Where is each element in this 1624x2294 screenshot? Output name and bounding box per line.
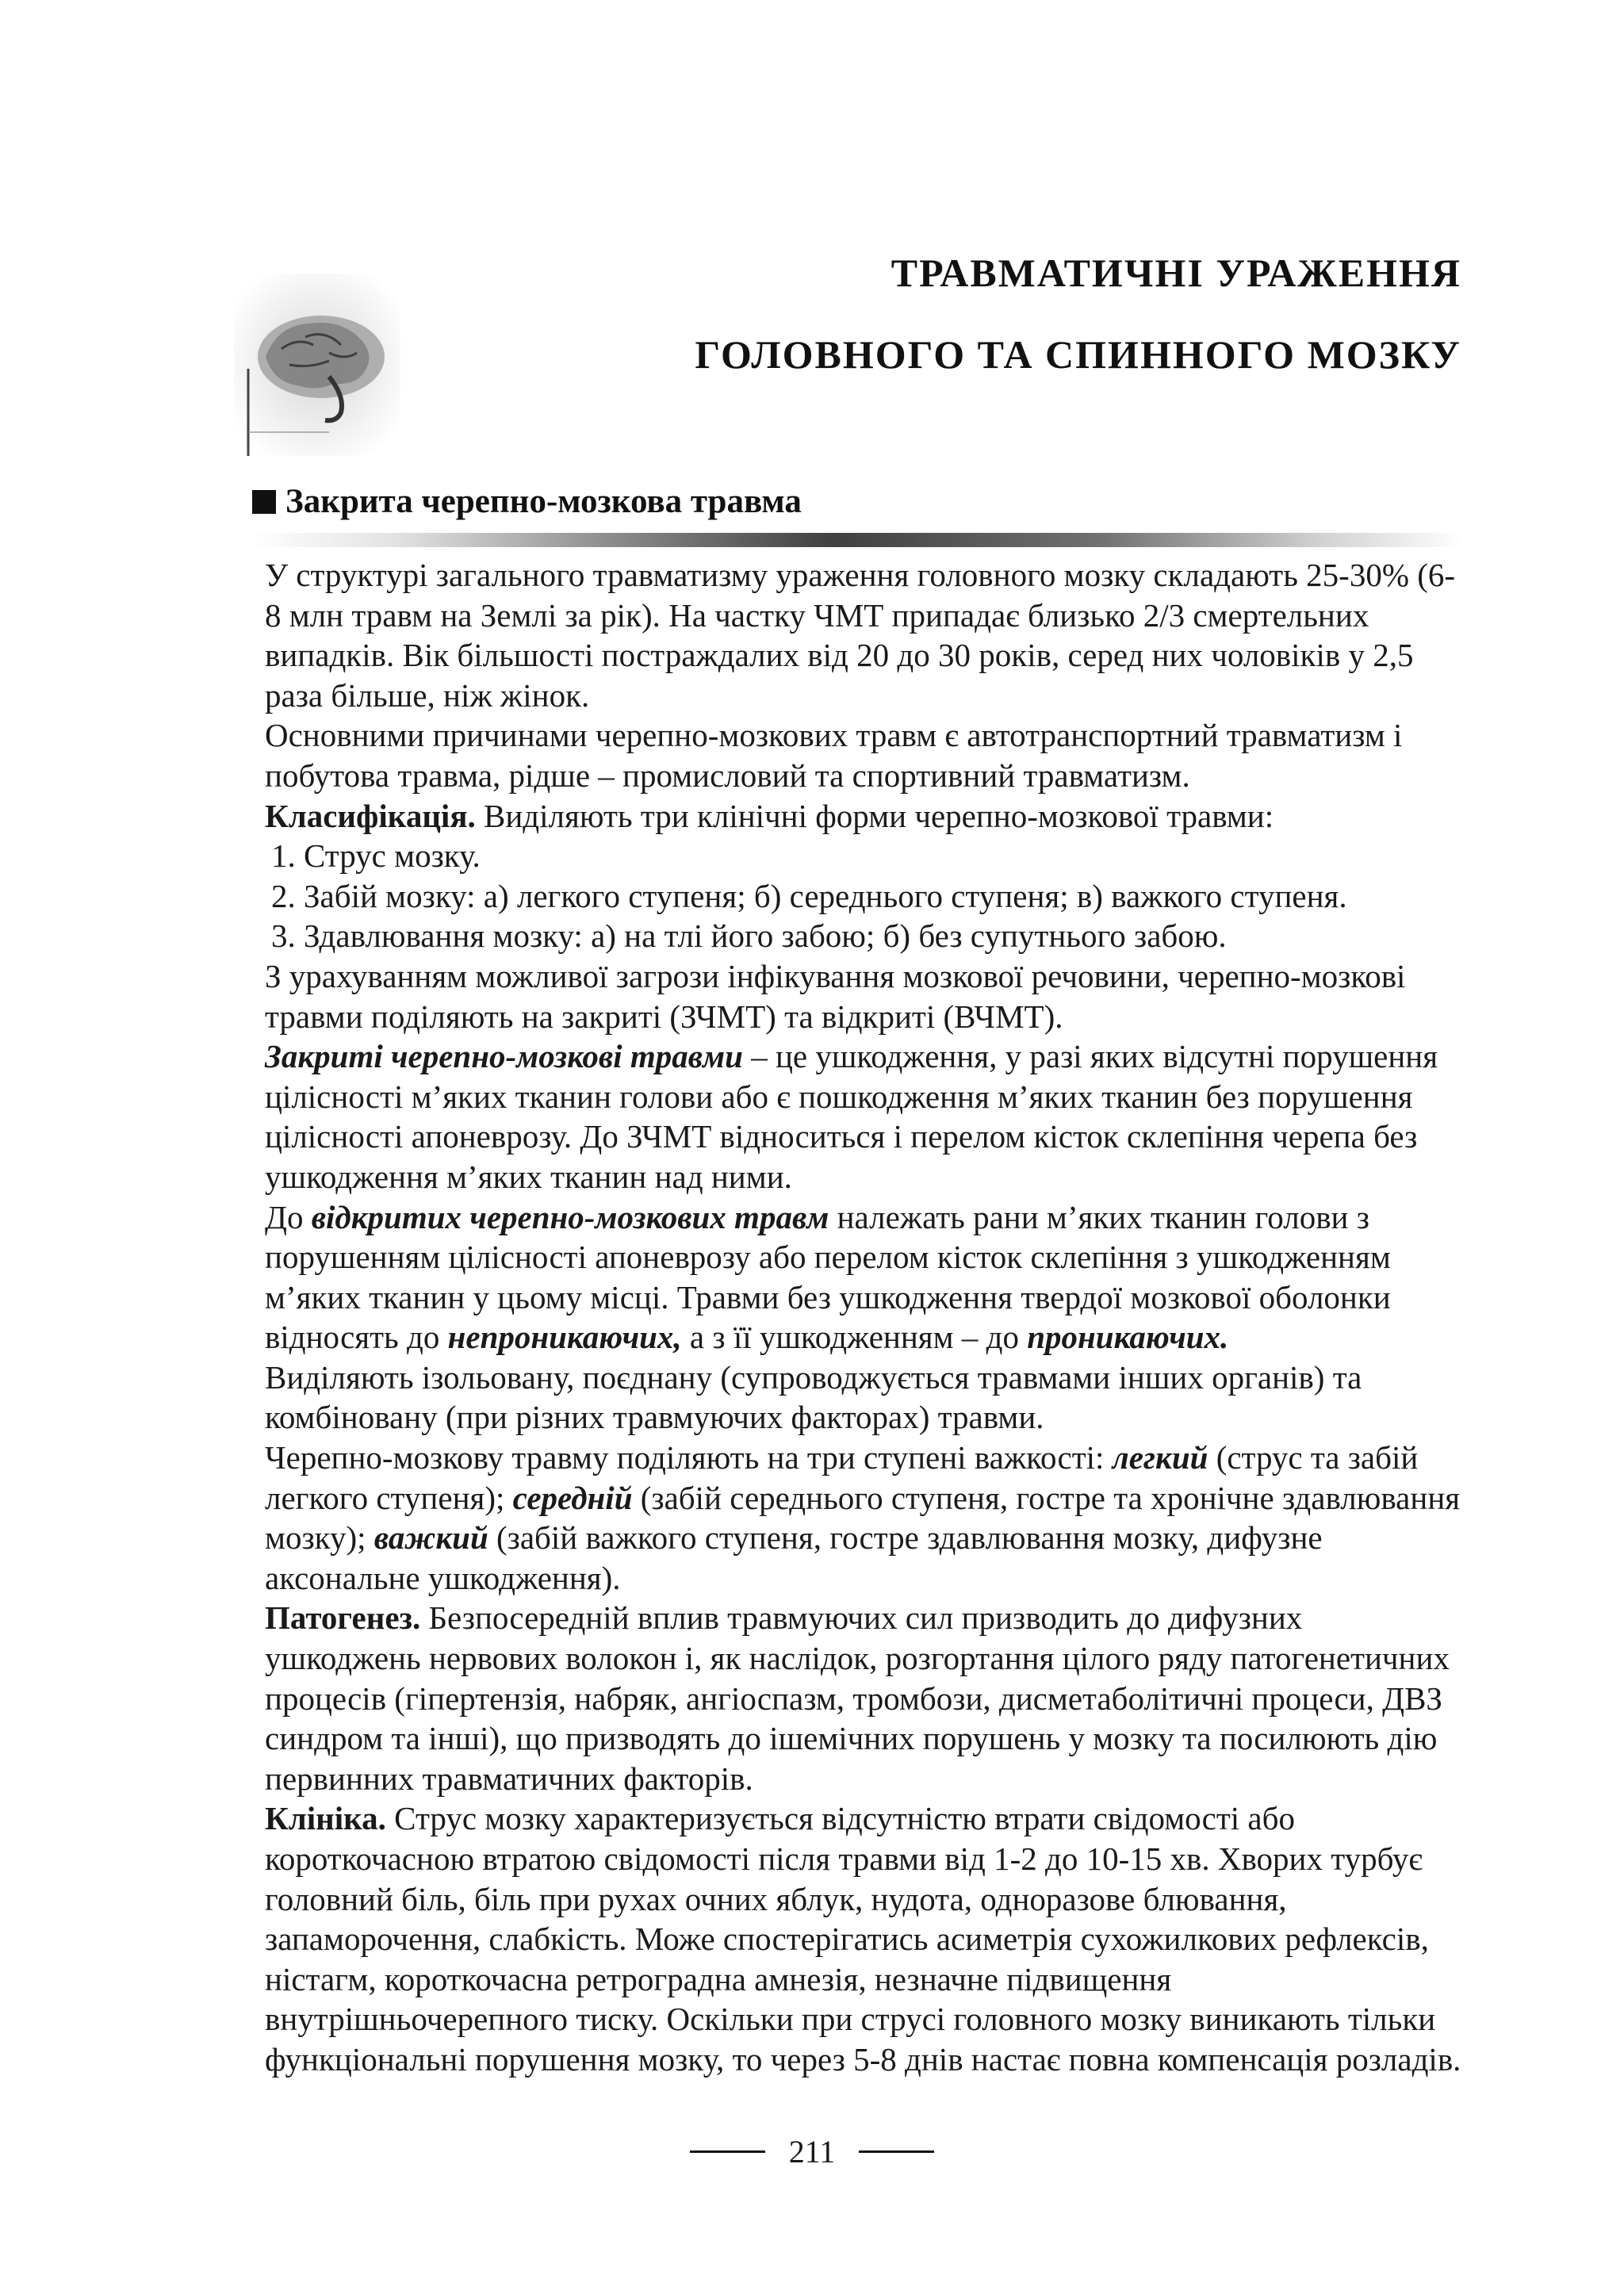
page-footer <box>0 2133 1624 2170</box>
paragraph-isolated-combined: Виділяють ізольовану, поєднану (супроводжується травмами інших органів) та комбіновану (при різних травмуючих факторах) травми. <box>265 1358 1362 1436</box>
footer-rule-right <box>859 2150 934 2153</box>
list-item: 1. Струс мозку. <box>271 837 481 875</box>
pathogenesis-label: Патогенез. <box>265 1599 421 1637</box>
severity-mild-text: (струс та забій легкого ступеня); <box>265 1439 1419 1516</box>
classification-label: Класифікація. <box>265 797 476 834</box>
paragraph-severity <box>252 1438 1461 1598</box>
term-severe: важкий <box>373 1519 488 1557</box>
paragraph-pathogenesis <box>252 1598 1461 1798</box>
list-item: 2. Забій мозку: а) легкого ступеня; б) середнього ступеня; в) важкого ступеня. <box>271 877 1347 914</box>
closed-definition-text: – це ушкодження, у разі яких відсутні порушення цілісності м’яких тканин голови або є пошкодження м’яких тканин без порушення цілісності апоневрозу. До ЗЧМТ відноситься і перелом кісток склепіння черепа без ушкодження м’яких тканин над ними. <box>265 1038 1438 1195</box>
term-mild: легкий <box>1112 1439 1208 1476</box>
chapter-title-line1: ТРАВМАТИЧНІ УРАЖЕННЯ <box>891 251 1461 295</box>
paragraph-open-definition <box>252 1197 1461 1358</box>
open-definition-text: належать рани м’яких тканин голови з порушенням цілісності апоневрозу або перелом кісток склепіння з ушкодженням м’яких тканин у цьому місці. Травми без ушкодження твердої мозкової оболонки відносять до <box>265 1198 1391 1356</box>
page-number: 211 <box>788 2134 836 2170</box>
open-definition-text-2: а з її ушкодженням – до <box>681 1319 1028 1356</box>
section-heading-text: Закрита черепно-мозкова травма <box>285 483 802 520</box>
paragraph-classification <box>252 796 1461 837</box>
section-divider <box>252 533 1462 547</box>
list-item: 3. Здавлювання мозку: а) на тлі його забою; б) без супутнього забою. <box>271 917 1227 955</box>
footer-rule-left <box>690 2150 765 2153</box>
open-prefix: До <box>265 1198 312 1235</box>
term-nonpenetrating: непроникаючих, <box>447 1319 682 1356</box>
paragraph-open-closed: З урахуванням можливої загрози інфікування мозкової речовини, черепно-мозкові травми поділяють на закриті (ЗЧМТ) та відкриті (ВЧМТ). <box>265 957 1406 1035</box>
term-penetrating: проникаючих. <box>1027 1319 1229 1356</box>
pathogenesis-text: Безпосередній вплив травмуючих сил призводить до дифузних ушкоджень нервових волокон і, як наслідок, розгортання цілого ряду патогенетичних процесів (гіпертензія, набряк, ангіоспазм, тромбози, дисметаболітичні процеси, ДВЗ синдром та інші), що призводять до ішемічних порушень у мозку та посилюють дію первинних травматичних факторів. <box>265 1599 1450 1797</box>
clinic-label: Клініка. <box>265 1800 386 1837</box>
paragraph-clinic <box>252 1798 1461 2079</box>
severity-prefix: Черепно-мозкову травму поділяють на три ступені важкості: <box>265 1439 1113 1476</box>
section-heading <box>252 482 802 521</box>
clinic-text: Струс мозку характеризується відсутністю втрати свідомості або короткочасною втратою свідомості після травми від 1-2 до 10-15 хв. Хворих турбує головний біль, біль при рухах очних яблук, нудота, одноразове блювання, запаморочення, слабкість. Може спостерігатись асиметрія сухожилкових рефлексів, ністагм, короткочасна ретроградна амнезія, незначне підвищення внутрішньочерепного тиску. Оскільки при струсі головного мозку виникають тільки функціональні порушення мозку, то через 5-8 днів настає повна компенсація розладів. <box>265 1800 1461 2078</box>
term-closed-tbi: Закриті черепно-мозкові травми <box>265 1038 743 1075</box>
brain-icon <box>234 274 400 456</box>
paragraph-statistics: У структурі загального травматизму ураження головного мозку складають 25-30% (6-8 млн травм на Землі за рік). На частку ЧМТ припадає близько 2/3 смертельних випадків. Вік більшості постраждалих від 20 до 30 років, серед них чоловіків у 2,5 раза більше, ніж жінок. <box>265 557 1456 714</box>
severity-moderate-text: (забій середнього ступеня, гостре та хронічне здавлювання мозку); <box>265 1479 1461 1557</box>
term-moderate: середній <box>512 1479 633 1516</box>
term-open-tbi: відкритих черепно-мозкових травм <box>311 1198 829 1235</box>
paragraph-causes: Основними причинами черепно-мозкових травм є автотранспортний травматизм і побутова травма, рідше – промисловий та спортивний травматизм. <box>265 717 1403 794</box>
article-body <box>252 555 1461 2080</box>
severity-severe-text: (забій важкого ступеня, гостре здавлювання мозку, дифузне аксональне ушкодження). <box>265 1519 1323 1596</box>
chapter-title-line2: ГОЛОВНОГО ТА СПИННОГО МОЗКУ <box>695 332 1461 377</box>
paragraph-closed-definition <box>252 1036 1461 1197</box>
classification-text: Виділяють три клінічні форми черепно-мозкової травми: <box>475 797 1274 834</box>
square-bullet-icon <box>252 490 276 514</box>
